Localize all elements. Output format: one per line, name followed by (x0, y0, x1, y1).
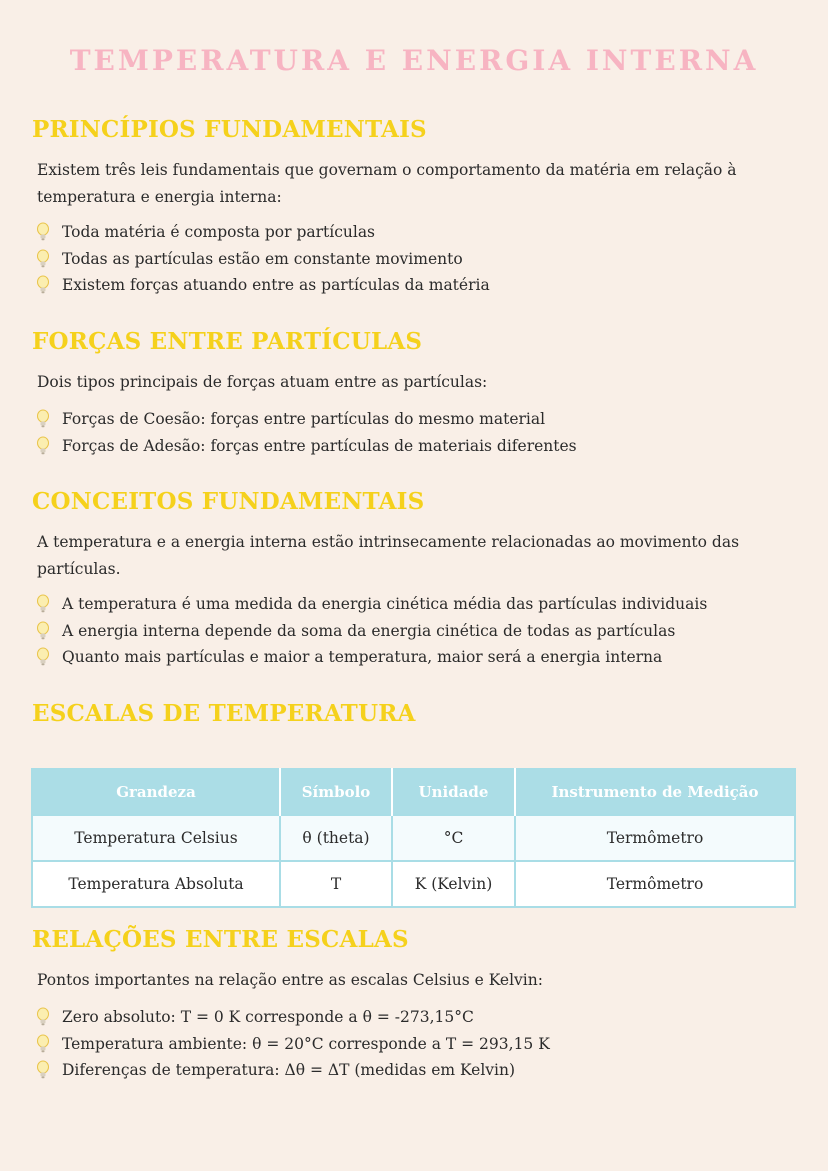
list-item: Zero absoluto: T = 0 K corresponde a θ = -273,15°C (32, 1004, 796, 1031)
section-forcas (32, 328, 796, 459)
section-heading: ESCALAS DE TEMPERATURA (32, 700, 416, 727)
table-cell: Temperatura Absoluta (32, 861, 280, 907)
section-intro: Existem três leis fundamentais que governam o comportamento da matéria em relação à temperatura e energia interna: (37, 161, 737, 206)
table-cell: °C (392, 815, 515, 861)
bullet-list (32, 1004, 796, 1084)
list-item: Quanto mais partículas e maior a temperatura, maior será a energia interna (32, 644, 796, 671)
table-cell: K (Kelvin) (392, 861, 515, 907)
table-header-cell: Símbolo (280, 769, 392, 815)
table-row (32, 815, 795, 861)
section-intro: Dois tipos principais de forças atuam entre as partículas: (37, 373, 488, 391)
list-item: A energia interna depende da soma da energia cinética de todas as partículas (32, 618, 796, 645)
table-row (32, 861, 795, 907)
list-item: A temperatura é uma medida da energia cinética média das partículas individuais (32, 591, 796, 618)
lightbulb-icon (36, 409, 50, 429)
list-item: Todas as partículas estão em constante movimento (32, 246, 796, 273)
section-heading: CONCEITOS FUNDAMENTAIS (32, 488, 425, 515)
list-item: Existem forças atuando entre as partículas da matéria (32, 272, 796, 299)
section-principios (32, 116, 796, 299)
table-cell: Temperatura Celsius (32, 815, 280, 861)
table-cell: Termômetro (515, 861, 795, 907)
page-title: TEMPERATURA E ENERGIA INTERNA (69, 44, 759, 77)
bullet-list (32, 591, 796, 671)
section-relacoes (32, 926, 796, 1084)
bullet-list (32, 406, 796, 459)
table-cell: Termômetro (515, 815, 795, 861)
lightbulb-icon (36, 621, 50, 641)
lightbulb-icon (36, 222, 50, 242)
table-header-cell: Grandeza (32, 769, 280, 815)
section-heading: FORÇAS ENTRE PARTÍCULAS (32, 328, 423, 355)
list-item: Forças de Adesão: forças entre partículas de materiais diferentes (32, 433, 796, 460)
table-cell: T (280, 861, 392, 907)
table-header-row (32, 769, 795, 815)
lightbulb-icon (36, 647, 50, 667)
bullet-list (32, 219, 796, 299)
section-conceitos (32, 488, 796, 671)
lightbulb-icon (36, 275, 50, 295)
lightbulb-icon (36, 1060, 50, 1080)
lightbulb-icon (36, 594, 50, 614)
lightbulb-icon (36, 249, 50, 269)
list-item: Toda matéria é composta por partículas (32, 219, 796, 246)
section-escalas (32, 700, 796, 727)
table-header-cell: Instrumento de Medição (515, 769, 795, 815)
section-intro: A temperatura e a energia interna estão intrinsecamente relacionadas ao movimento das partículas. (37, 533, 740, 578)
lightbulb-icon (36, 1034, 50, 1054)
table-cell: θ (theta) (280, 815, 392, 861)
lightbulb-icon (36, 436, 50, 456)
section-heading: PRINCÍPIOS FUNDAMENTAIS (32, 116, 427, 143)
table-header-cell: Unidade (392, 769, 515, 815)
scales-table (31, 768, 796, 908)
section-intro: Pontos importantes na relação entre as escalas Celsius e Kelvin: (37, 971, 543, 989)
list-item: Diferenças de temperatura: Δθ = ΔT (medidas em Kelvin) (32, 1057, 796, 1084)
list-item: Forças de Coesão: forças entre partículas do mesmo material (32, 406, 796, 433)
lightbulb-icon (36, 1007, 50, 1027)
list-item: Temperatura ambiente: θ = 20°C corresponde a T = 293,15 K (32, 1031, 796, 1058)
section-heading: RELAÇÕES ENTRE ESCALAS (32, 926, 409, 953)
